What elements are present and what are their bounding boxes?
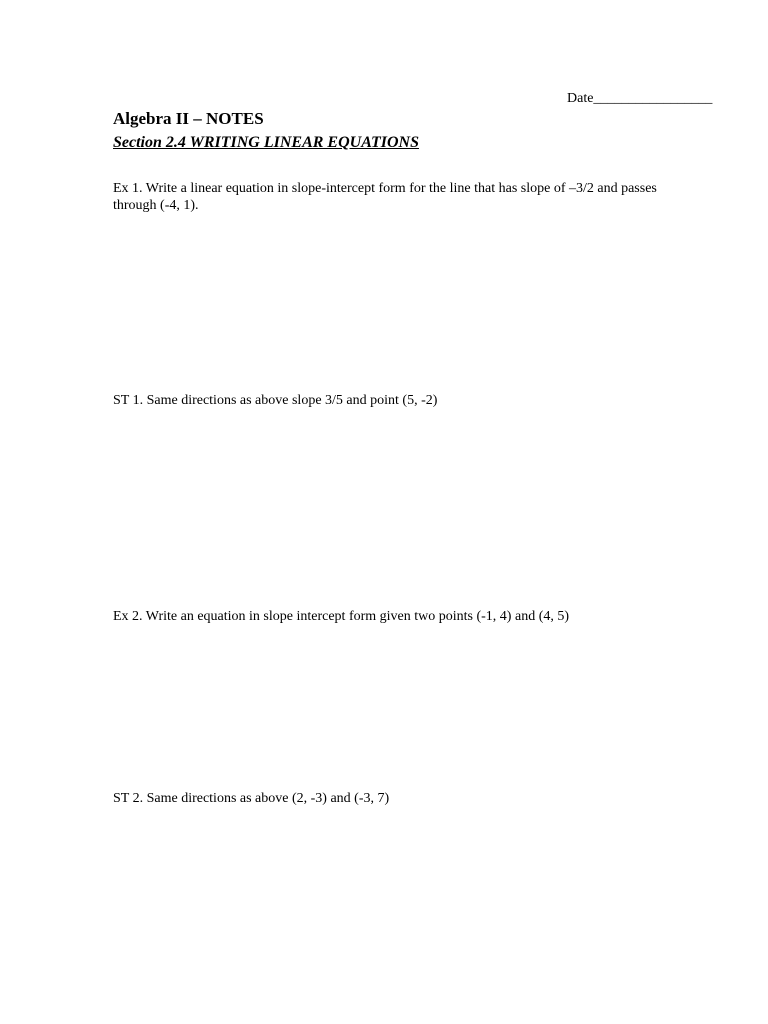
problem-st1: ST 1. Same directions as above slope 3/5 and point (5, -2) [113,393,438,408]
problem-ex2: Ex 2. Write an equation in slope intercept form given two points (-1, 4) and (4, 5) [113,609,570,624]
section-heading: Section 2.4 WRITING LINEAR EQUATIONS [113,134,419,151]
page-title: Algebra II – NOTES [113,109,264,128]
problem-ex1: Ex 1. Write a linear equation in slope-intercept form for the line that has slope of –3/2 and passes through (-4, 1). [113,181,657,213]
problem-st2: ST 2. Same directions as above (2, -3) and (-3, 7) [113,791,390,806]
date-field: Date_________________ [567,91,713,106]
